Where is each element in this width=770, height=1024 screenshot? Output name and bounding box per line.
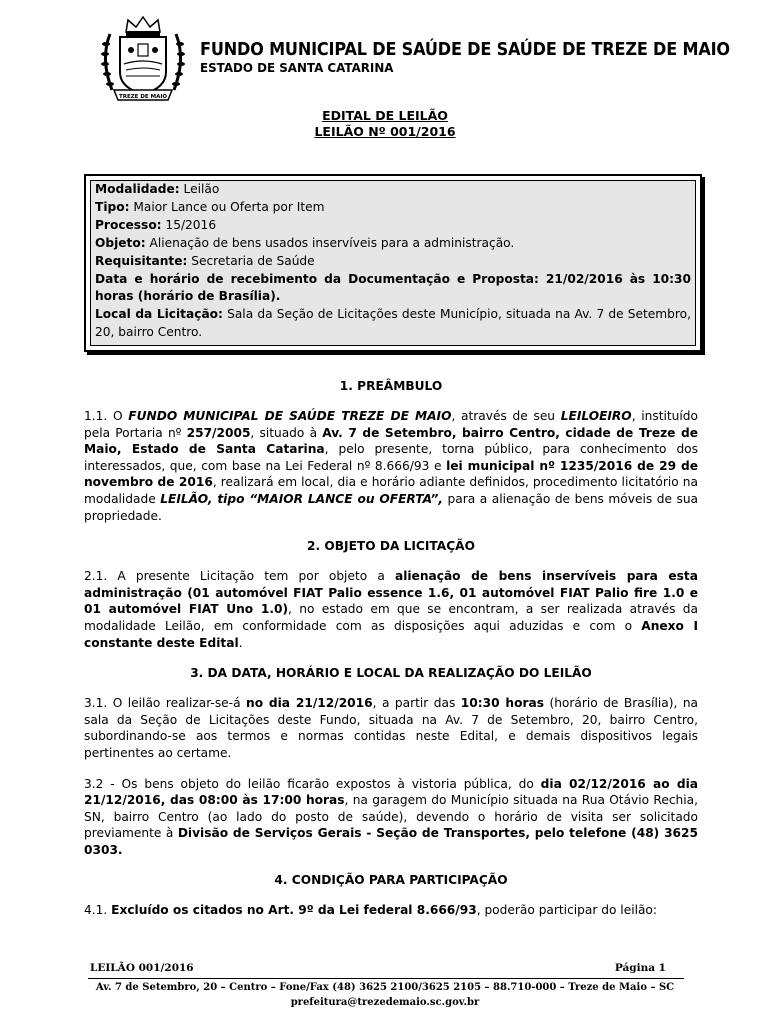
objeto-label: Objeto: [95, 235, 146, 250]
footer-address: Av. 7 de Setembro, 20 – Centro – Fone/Fax (48) 3625 2100/3625 2105 – 88.710-000 – Treze de Maio – SC [95, 982, 675, 993]
summary-box [84, 174, 702, 352]
bold-span: 10:30 horas [460, 696, 544, 711]
processo-row [95, 217, 691, 235]
requisitante-label: Requisitante: [95, 253, 188, 268]
footer-address-block [0, 980, 770, 1010]
processo-label: Processo: [95, 217, 162, 232]
tipo-row [95, 199, 691, 217]
footer-email: prefeitura@trezedemaio.sc.gov.br [290, 997, 480, 1008]
document-title [0, 108, 770, 140]
bold-span: 257/2005 [186, 425, 251, 440]
text-span: , instituído pela Portaria nº [84, 409, 698, 440]
tipo-value: Maior Lance ou Oferta por Item [129, 199, 325, 214]
text-span: 3.1. O leilão realizar-se-á [84, 696, 247, 711]
footer-page-number: Página 1 [614, 962, 666, 974]
paragraph-1-1 [84, 408, 698, 524]
section-title-preambulo: 1. PREÂMBULO [339, 379, 443, 393]
modalidade-row [95, 181, 691, 199]
text-span: 4.1. [84, 903, 112, 918]
letterhead [96, 14, 730, 106]
bold-span: Divisão de Serviços Gerais - Seção de Transportes, pelo telefone (48) 3625 0303. [84, 826, 698, 857]
requisitante-row [95, 253, 691, 271]
organization-block [200, 40, 770, 76]
modalidade-label: Modalidade: [95, 182, 180, 196]
municipal-crest-icon [96, 14, 190, 104]
objeto-value: Alienação de bens usados inservíveis para a administração. [145, 235, 515, 250]
organization-name: FUNDO MUNICIPAL DE SAÚDE DE SAÚDE DE TREZE DE MAIO [200, 40, 730, 60]
bold-span: Anexo I constante deste Edital [84, 618, 698, 650]
local-label: Local da Licitação: [95, 307, 223, 322]
text-span: 2.1. A presente Licitação tem por objeto a [84, 569, 395, 584]
tipo-label: Tipo: [95, 199, 130, 214]
section-title-data-horario: 3. DA DATA, HORÁRIO E LOCAL DA REALIZAÇÃO DO LEILÃO [190, 666, 592, 681]
local-licitacao-row [95, 306, 691, 342]
text-span: , situado à [250, 425, 323, 440]
title-line-1: EDITAL DE LEILÃO [322, 108, 448, 123]
text-span: . [238, 635, 243, 650]
section-title-condicao: 4. CONDIÇÃO PARA PARTICIPAÇÃO [274, 873, 508, 888]
bold-span: Excluído os citados no Art. 9º da Lei federal 8.666/93 [111, 903, 477, 918]
text-span: 3.2 - Os bens objeto do leilão ficarão expostos à vistoria pública, do [84, 776, 541, 791]
bold-span: Av. 7 de Setembro, bairro Centro, cidade de Treze de Maio, Estado de Santa Catarina [84, 425, 698, 457]
data-recebimento-row: Data e horário de recebimento da Documentação e Proposta: 21/02/2016 às 10:30 horas (horário de Brasília). [95, 271, 691, 304]
paragraph-3-2 [84, 776, 698, 859]
bold-span: alienação de bens inservíveis para esta administração (01 automóvel FIAT Palio essence 1.6, 01 automóvel FIAT Palio fire 1.0 e 01 automóvel FIAT Uno 1.0) [84, 569, 698, 617]
bold-span: dia 02/12/2016 ao dia 21/12/2016, das 08:00 às 17:00 horas [84, 776, 699, 808]
crest-banner-text: TREZE DE MAIO [118, 94, 168, 100]
text-span: , realizará em local, dia e horário adiante definidos, procedimento licitatório na modalidade [84, 475, 699, 506]
requisitante-value: Secretaria de Saúde [187, 253, 315, 268]
emphasis-span: LEILÃO, tipo “MAIOR LANCE ou OFERTA”, [160, 491, 444, 506]
paragraph-2-1 [84, 568, 698, 651]
emphasis-span: FUNDO MUNICIPAL DE SAÚDE TREZE DE MAIO [128, 409, 452, 423]
text-span: , através de seu [451, 409, 561, 423]
title-line-2: LEILÃO Nº 001/2016 [314, 124, 456, 139]
text-span: , na garagem do Município situada na Rua Otávio Rechia, SN, bairro Centro (ao lado do posto de saúde), devendo o horário de visita ser solicitado previamente à [84, 793, 698, 841]
paragraph-4-1 [84, 902, 698, 919]
paragraph-3-1 [84, 695, 698, 761]
text-span: , pelo presente, torna público, para conhecimento dos interessados, que, com base na Lei Federal nº 8.666/93 e [84, 442, 698, 473]
footer-divider [88, 978, 684, 979]
bold-span: lei municipal nº 1235/2016 de 29 de novembro de 2016 [84, 458, 699, 490]
text-span: , no estado em que se encontram, a ser realizada através da modalidade Leilão, em conformidade com as disposições aqui aduzidas e com o [84, 602, 698, 633]
text-span: (horário de Brasília), na sala da Seção de Licitações deste Fundo, situada na Av. 7 de Setembro, 20, bairro Centro, subordinando-se aos termos e normas contidas neste Edital, e demais dispositivos legais pertinentes ao certame. [84, 696, 699, 760]
processo-value: 15/2016 [161, 217, 217, 232]
document-body [84, 370, 698, 933]
text-span: 1.1. O [84, 409, 129, 423]
text-span: para a alienação de bens móveis de sua propriedade. [84, 491, 699, 523]
text-span: , poderão participar do leilão: [476, 903, 657, 918]
bold-span: no dia 21/12/2016 [246, 696, 373, 711]
footer-document-id: LEILÃO 001/2016 [90, 962, 194, 974]
summary-box-content [90, 180, 696, 346]
objeto-row [95, 235, 691, 253]
modalidade-value: Leilão [179, 182, 220, 196]
local-value: Sala da Seção de Licitações deste Município, situada na Av. 7 de Setembro, 20, bairro Centro. [95, 307, 691, 340]
section-title-objeto: 2. OBJETO DA LICITAÇÃO [307, 539, 475, 554]
emphasis-span: LEILOEIRO [560, 409, 632, 423]
organization-state: ESTADO DE SANTA CATARINA [200, 60, 394, 75]
text-span: , a partir das [372, 696, 461, 711]
